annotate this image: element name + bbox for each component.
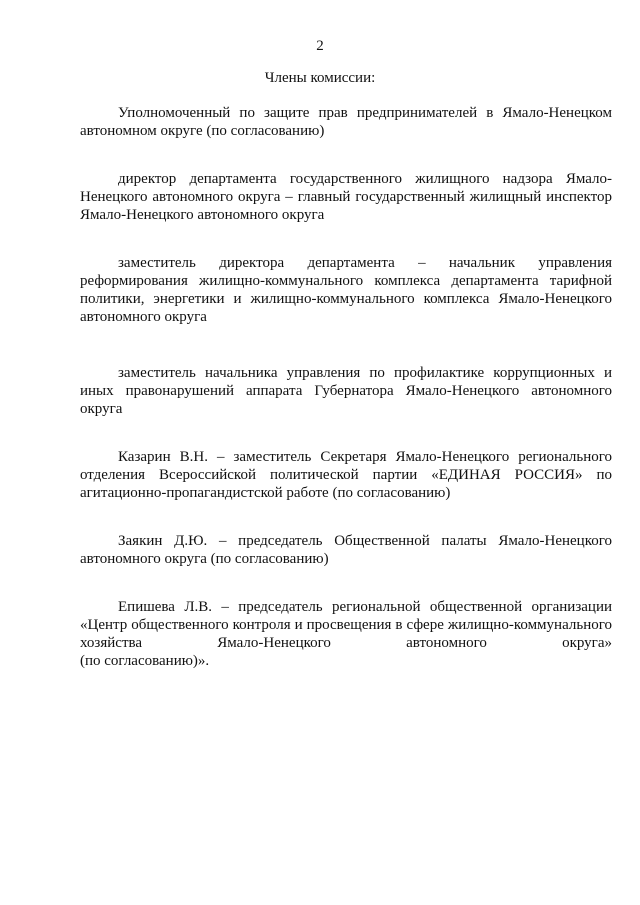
member-entry-6: Заякин Д.Ю. – председатель Общественной палаты Ямало-Ненецкого автономного округа (по согласованию)	[80, 533, 612, 567]
member-entry-7-text: Епишева Л.В. – председатель региональной общественной организации «Центр общественного контроля и просвещения в сфере жилищно-коммунального хозяйства Ямало-Ненецкого автономного округа»	[80, 599, 612, 651]
members-list	[80, 104, 612, 700]
member-entry-2: директор департамента государственного жилищного надзора Ямало-Ненецкого автономного округа – главный государственный жилищный инспектор Ямало-Ненецкого автономного округа	[80, 171, 612, 223]
page-number: 2	[316, 38, 324, 54]
member-entry-7-tail: (по согласованию)».	[80, 653, 210, 669]
member-entry-3: заместитель директора департамента – начальник управления реформирования жилищно-коммунального комплекса департамента тарифной политики, энергетики и жилищно-коммунального комплекса Ямало-Ненецкого автономного округа	[80, 255, 612, 325]
member-entry-5: Казарин В.Н. – заместитель Секретаря Ямало-Ненецкого регионального отделения Всероссийской политической партии «ЕДИНАЯ РОССИЯ» по агитационно-пропагандистской работе (по согласованию)	[80, 449, 612, 501]
member-entry-1: Уполномоченный по защите прав предпринимателей в Ямало-Ненецком автономном округе (по согласованию)	[80, 105, 612, 139]
member-entry-4: заместитель начальника управления по профилактике коррупционных и иных правонарушений аппарата Губернатора Ямало-Ненецкого автономного округа	[80, 365, 612, 417]
member-entry-7	[80, 598, 612, 670]
section-heading: Члены комиссии:	[264, 70, 376, 86]
